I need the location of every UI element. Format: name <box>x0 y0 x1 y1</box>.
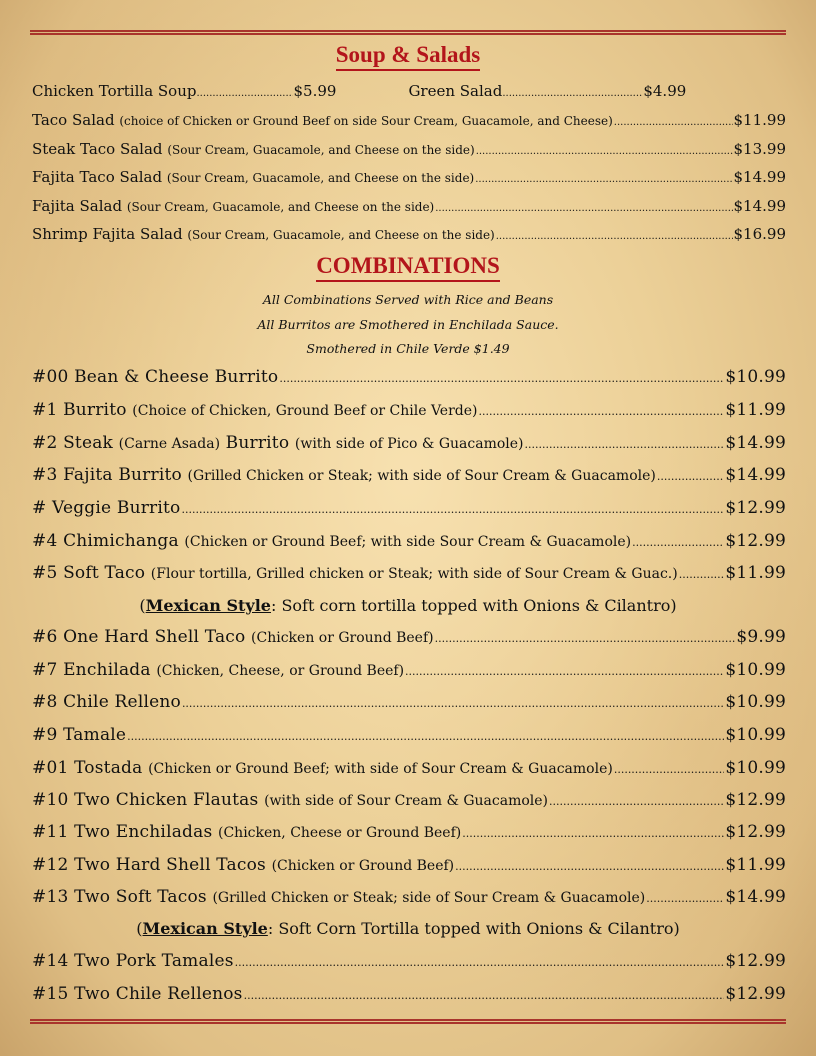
menu-item-desc: (Flour tortilla, Grilled chicken or Steak; with side of Sour Cream & Guac.) <box>150 566 678 582</box>
mexican-style-label: Mexican Style <box>145 596 271 615</box>
leader-dots <box>496 231 733 242</box>
menu-item-desc: (Choice of Chicken, Ground Beef or Chile Verde) <box>132 403 478 419</box>
leader-dots <box>405 665 724 678</box>
menu-item-desc: (with side of Pico & Guacamole) <box>294 436 524 452</box>
menu-item-2 <box>32 433 786 453</box>
menu-item-price: $14.99 <box>725 887 786 907</box>
menu-item-desc: (with side of Sour Cream & Guacamole) <box>264 793 549 809</box>
menu-item-1 <box>32 400 786 420</box>
menu-item-8 <box>32 692 786 712</box>
leader-dots <box>614 117 733 128</box>
menu-item-name: Shrimp Fajita Salad <box>32 225 183 243</box>
menu-item-price: $12.99 <box>725 531 786 551</box>
menu-item-name: #8 Chile Relleno <box>32 692 181 712</box>
menu-item-price: $10.99 <box>725 758 786 778</box>
menu-item-name: Taco Salad <box>32 111 115 129</box>
menu-item-name: #6 One Hard Shell Taco <box>32 627 246 647</box>
menu-item-price: $9.99 <box>736 627 786 647</box>
menu-item-desc: (Chicken or Ground Beef; with side of Sour Cream & Guacamole) <box>148 761 613 777</box>
menu-item-6 <box>32 627 786 647</box>
menu-item-desc: (Chicken, Cheese or Ground Beef) <box>218 825 462 841</box>
menu-item-price: $10.99 <box>725 692 786 712</box>
menu-item-7 <box>32 660 786 680</box>
menu-item-name: # Veggie Burrito <box>32 498 181 518</box>
menu-item-name: #15 Two Chile Rellenos <box>32 984 243 1004</box>
combo-note: All Combinations Served with Rice and Beans <box>262 292 554 307</box>
menu-item-desc: (Carne Asada) <box>118 436 221 452</box>
menu-item-name: #4 Chimichanga <box>32 531 179 551</box>
menu-item-price: $14.99 <box>725 433 786 453</box>
soup-salads-heading: Soup & Salads <box>0 42 816 71</box>
menu-item-name: Fajita Taco Salad <box>32 168 163 186</box>
leader-dots <box>182 697 724 710</box>
menu-item-3 <box>32 465 786 485</box>
menu-item-price: $13.99 <box>733 140 786 158</box>
leader-dots <box>182 503 725 516</box>
menu-item-name: #10 Two Chicken Flautas <box>32 790 259 810</box>
leader-dots <box>196 88 293 99</box>
bottom-divider <box>30 1019 786 1024</box>
menu-item-name-cont: Burrito <box>225 433 290 453</box>
menu-item-15 <box>32 984 786 1004</box>
menu-item-10 <box>32 790 786 810</box>
leader-dots <box>279 372 724 385</box>
menu-item-price: $10.99 <box>725 725 786 745</box>
leader-dots <box>479 405 725 418</box>
menu-item-name: Chicken Tortilla Soup <box>32 82 197 100</box>
menu-item-name: #01 Tostada <box>32 758 143 778</box>
menu-item-desc: (Chicken or Ground Beef) <box>271 858 455 874</box>
mexican-style-note: (Mexican Style: Soft corn tortilla topped with Onions & Cilantro) <box>139 596 677 615</box>
menu-item-price: $10.99 <box>725 660 786 680</box>
menu-item-name: #9 Tamale <box>32 725 127 745</box>
leader-dots <box>462 827 724 840</box>
menu-item-name: #14 Two Pork Tamales <box>32 951 234 971</box>
leader-dots <box>435 632 736 645</box>
menu-item-desc: (Sour Cream, Guacamole, and Cheese on the side) <box>187 228 495 242</box>
menu-item-name: #3 Fajita Burrito <box>32 465 182 485</box>
menu-item-9 <box>32 725 786 745</box>
menu-item-fajita-taco-salad <box>32 168 786 186</box>
combo-note: Smothered in Chile Verde $1.49 <box>306 341 510 356</box>
leader-dots <box>475 174 732 185</box>
menu-item-steak-taco-salad <box>32 140 786 158</box>
leader-dots <box>455 860 724 873</box>
menu-item-4 <box>32 531 786 551</box>
soup-top-pair <box>32 82 686 100</box>
menu-item-price: $12.99 <box>725 951 786 971</box>
menu-item-veggie <box>32 498 786 518</box>
menu-item-name: Green Salad <box>408 82 503 100</box>
leader-dots <box>476 146 733 157</box>
menu-item-price: $11.99 <box>725 400 786 420</box>
leader-dots <box>502 88 643 99</box>
leader-dots <box>235 956 725 969</box>
combo-note: All Burritos are Smothered in Enchilada Sauce. <box>257 317 559 332</box>
menu-item-price: $12.99 <box>725 498 786 518</box>
menu-item-desc: (Chicken or Ground Beef) <box>251 630 434 646</box>
menu-item-name: #00 Bean & Cheese Burrito <box>32 367 279 387</box>
menu-item-price: $12.99 <box>725 790 786 810</box>
leader-dots <box>632 536 724 549</box>
menu-item-13 <box>32 887 786 907</box>
menu-item-desc: (choice of Chicken or Ground Beef on side Sour Cream, Guacamole, and Cheese) <box>119 114 613 128</box>
menu-item-01 <box>32 758 786 778</box>
menu-item-00 <box>32 367 786 387</box>
menu-item-desc: (Sour Cream, Guacamole, and Cheese on the side) <box>166 171 475 185</box>
leader-dots <box>127 730 724 743</box>
leader-dots <box>657 470 724 483</box>
mexican-style-label: Mexican Style <box>142 919 268 938</box>
menu-item-price: $14.99 <box>733 197 786 215</box>
menu-item-shrimp-fajita-salad <box>32 225 786 243</box>
menu-item-price: $14.99 <box>725 465 786 485</box>
menu-item-desc: (Chicken or Ground Beef; with side Sour Cream & Guacamole) <box>184 534 632 550</box>
menu-item-name: #5 Soft Taco <box>32 563 146 583</box>
menu-item-name: #11 Two Enchiladas <box>32 822 213 842</box>
menu-item-desc: (Grilled Chicken or Steak; side of Sour Cream & Guacamole) <box>212 890 646 906</box>
menu-item-price: $11.99 <box>733 111 786 129</box>
menu-item-desc: (Sour Cream, Guacamole, and Cheese on the side) <box>167 143 475 157</box>
menu-item-price: $11.99 <box>725 563 786 583</box>
menu-item-price: $12.99 <box>725 822 786 842</box>
leader-dots <box>614 763 724 776</box>
menu-item-price: $12.99 <box>725 984 786 1004</box>
menu-item-name: #2 Steak <box>32 433 114 453</box>
leader-dots <box>244 989 725 1002</box>
menu-item-14 <box>32 951 786 971</box>
leader-dots <box>679 568 725 581</box>
menu-item-price: $16.99 <box>733 225 786 243</box>
top-divider <box>30 30 786 35</box>
menu-item-price: $14.99 <box>733 168 786 186</box>
menu-item-name: #12 Two Hard Shell Tacos <box>32 855 266 875</box>
leader-dots <box>435 203 732 214</box>
menu-item-5 <box>32 563 786 583</box>
leader-dots <box>646 892 724 905</box>
mexican-style-note: (Mexican Style: Soft Corn Tortilla topped with Onions & Cilantro) <box>136 919 680 938</box>
menu-item-name: #7 Enchilada <box>32 660 151 680</box>
menu-item-desc: (Grilled Chicken or Steak; with side of Sour Cream & Guacamole) <box>187 468 656 484</box>
menu-item-price: $4.99 <box>643 82 687 100</box>
menu-item-desc: (Chicken, Cheese, or Ground Beef) <box>156 663 405 679</box>
menu-item-name: #1 Burrito <box>32 400 127 420</box>
menu-item-price: $10.99 <box>725 367 786 387</box>
menu-item-price: $11.99 <box>725 855 786 875</box>
leader-dots <box>525 438 725 451</box>
menu-item-fajita-salad <box>32 197 786 215</box>
leader-dots <box>549 795 724 808</box>
menu-item-name: Steak Taco Salad <box>32 140 163 158</box>
menu-item-taco-salad <box>32 111 786 129</box>
menu-item-price: $5.99 <box>293 82 337 100</box>
menu-item-name: #13 Two Soft Tacos <box>32 887 207 907</box>
menu-item-name: Fajita Salad <box>32 197 123 215</box>
menu-item-11 <box>32 822 786 842</box>
combinations-heading: COMBINATIONS <box>0 253 816 282</box>
menu-item-desc: (Sour Cream, Guacamole, and Cheese on the side) <box>126 200 435 214</box>
menu-item-12 <box>32 855 786 875</box>
